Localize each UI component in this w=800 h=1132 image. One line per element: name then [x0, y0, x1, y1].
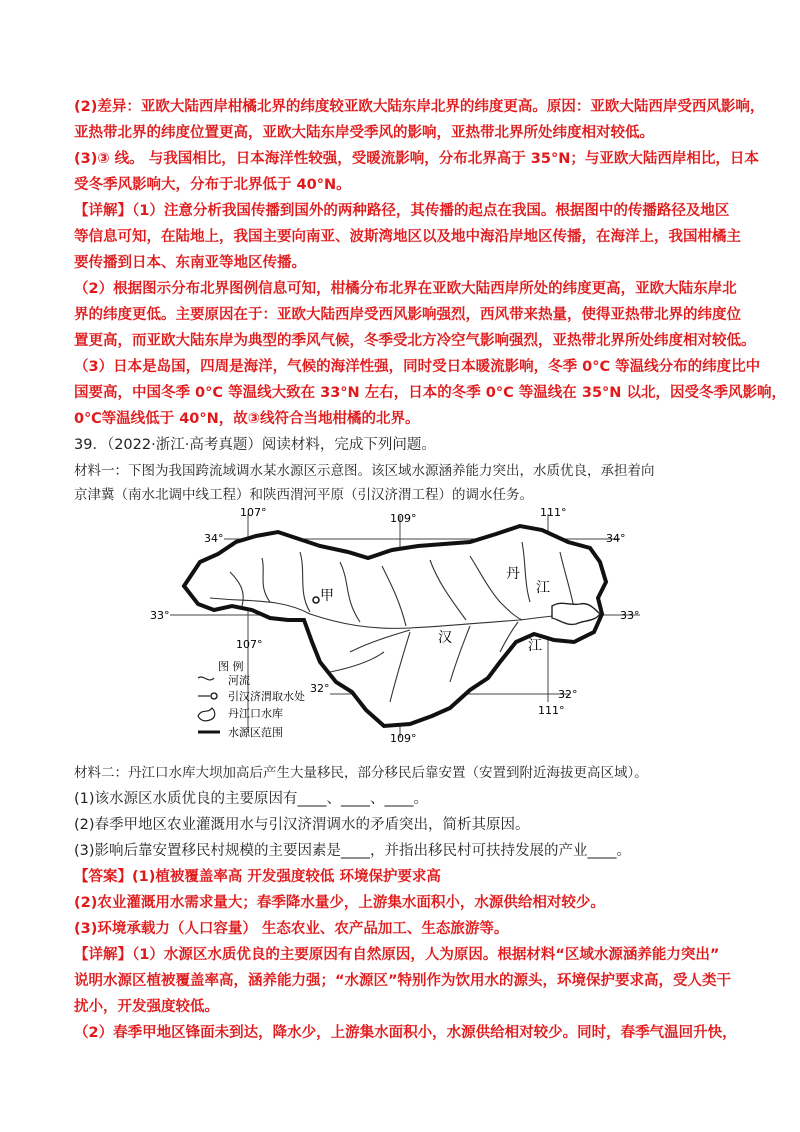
legend-boundary: 水源区范围	[228, 726, 283, 739]
question-2: (2)春季甲地区农业灌溉用水与引汉济渭调水的矛盾突出，简析其原因。	[74, 817, 530, 833]
water-source-map	[150, 502, 640, 750]
legend-reservoir: 丹江口水库	[228, 707, 283, 720]
place-jiang-upper: 江	[536, 580, 550, 596]
reservoir-legend-icon	[198, 708, 215, 721]
river-legend-icon	[198, 677, 214, 680]
detail-heading-1: 【详解】（1）注意分析我国传播到国外的两种路径，其传播的起点在我国。根据图中的传播路径及地区	[74, 203, 730, 219]
detail-39-line-c: 扰小，开发强度较低。	[74, 999, 219, 1015]
detail-line-3c: 0℃等温线低于 40°N，故③线符合当地柑橘的北界。	[74, 411, 420, 427]
place-han: 汉	[438, 630, 452, 646]
detail-line-1c: 要传播到日本、东南亚等地区传播。	[74, 255, 306, 271]
map-legend	[198, 659, 305, 739]
lon-107-top: 107°	[240, 506, 267, 519]
lon-111-top: 111°	[540, 506, 567, 519]
detail-39-line-a: 【详解】（1）水源区水质优良的主要原因有自然原因，人为原因。根据材料“区域水源涵养能力突出”	[74, 947, 720, 963]
lat-34-left: 34°	[204, 532, 224, 545]
answer-1: 【答案】(1)植被覆盖率高 开发强度较低 环境保护要求高	[74, 869, 441, 885]
lon-107-bottom: 107°	[236, 638, 263, 651]
lat-32-right: 32°	[558, 688, 578, 701]
lat-33-right: 33°	[620, 609, 640, 622]
answer-line-2-cont: 亚热带北界的纬度位置更高，亚欧大陆东岸受季风的影响，亚热带北界所处纬度相对较低。	[74, 125, 654, 141]
answer-2: (2)农业灌溉用水需求量大；春季降水量少，上游集水面积小，水源供给相对较少。	[74, 895, 605, 911]
detail-39-line-d: （2）春季甲地区锋面未到达，降水少，上游集水面积小，水源供给相对较少。同时，春季气温回升快，	[74, 1025, 737, 1041]
lat-32-left: 32°	[310, 682, 330, 695]
detail-line-2c: 置更高，而亚欧大陆东岸为典型的季风气候，冬季受北方冷空气影响强烈，亚热带北界所处纬度相对较低。	[74, 333, 756, 349]
place-jiang-lower: 江	[528, 638, 542, 654]
lon-111-bottom: 111°	[538, 704, 565, 717]
detail-39-line-b: 说明水源区植被覆盖率高，涵养能力强；“水源区”特别作为饮用水的源头，环境保护要求高，受人类干	[74, 973, 732, 989]
material-2: 材料二：丹江口水库大坝加高后产生大量移民，部分移民后靠安置（安置到附近海拔更高区域）。	[74, 765, 648, 781]
detail-line-2a: （2）根据图示分布北界图例信息可知，柑橘分布北界在亚欧大陆西岸所处的纬度更高，亚欧大陆东岸北	[74, 281, 737, 297]
question-39-title: 39．（2022·浙江·高考真题）阅读材料，完成下列问题。	[74, 437, 436, 453]
detail-line-3a: （3）日本是岛国，四周是海洋，气候的海洋性强，同时受日本暖流影响，冬季 0°C 等温线分布的纬度比中	[74, 359, 761, 375]
place-dan: 丹	[506, 566, 520, 582]
question-1: (1)该水源区水质优良的主要原因有____、____、____。	[74, 791, 429, 807]
legend-intake: 引汉济渭取水处	[228, 690, 305, 703]
answer-3: (3)环境承载力（人口容量） 生态农业、农产品加工、生态旅游等。	[74, 921, 509, 937]
answer-line-3: (3)③ 线。 与我国相比，日本海洋性较强，受暖流影响，分布北界高于 35°N；与亚欧大陆西岸相比，日本	[74, 151, 759, 167]
lat-34-right: 34°	[606, 532, 626, 545]
intake-point-marker	[313, 597, 319, 603]
detail-line-1b: 等信息可知，在陆地上，我国主要向南亚、波斯湾地区以及地中海沿岸地区传播，在海洋上，我国柑橘主	[74, 229, 741, 245]
lon-109-top: 109°	[390, 512, 417, 525]
detail-line-3b: 国要高，中国冬季 0°C 等温线大致在 33°N 左右，日本的冬季 0°C 等温线在 35°N 以北，因受冬季风影响，	[74, 385, 786, 401]
answer-line-2-diff: (2)差异：亚欧大陆西岸柑橘北界的纬度较亚欧大陆东岸北界的纬度更高。原因：亚欧大陆西岸受西风影响，	[74, 99, 765, 115]
legend-title: 图 例	[218, 660, 244, 673]
legend-river: 河流	[228, 674, 250, 687]
lat-33-left: 33°	[150, 609, 170, 622]
material-1-line-b: 京津冀（南水北调中线工程）和陕西渭河平原（引汉济渭工程）的调水任务。	[74, 487, 533, 503]
answer-line-3-cont: 受冬季风影响大，分布于北界低于 40°N。	[74, 177, 351, 193]
lon-109-bottom: 109°	[390, 732, 417, 745]
place-jia: 甲	[320, 588, 334, 604]
detail-line-2b: 界的纬度更低。主要原因在于：亚欧大陆西岸受西风影响强烈，西风带来热量，使得亚热带北界的纬度位	[74, 307, 741, 323]
question-3: (3)影响后靠安置移民村规模的主要因素是____，并指出移民村可扶持发展的产业____。	[74, 843, 632, 859]
material-1-line-a: 材料一：下图为我国跨流域调水某水源区示意图。该区域水源涵养能力突出，水质优良，承担着向	[74, 463, 655, 479]
